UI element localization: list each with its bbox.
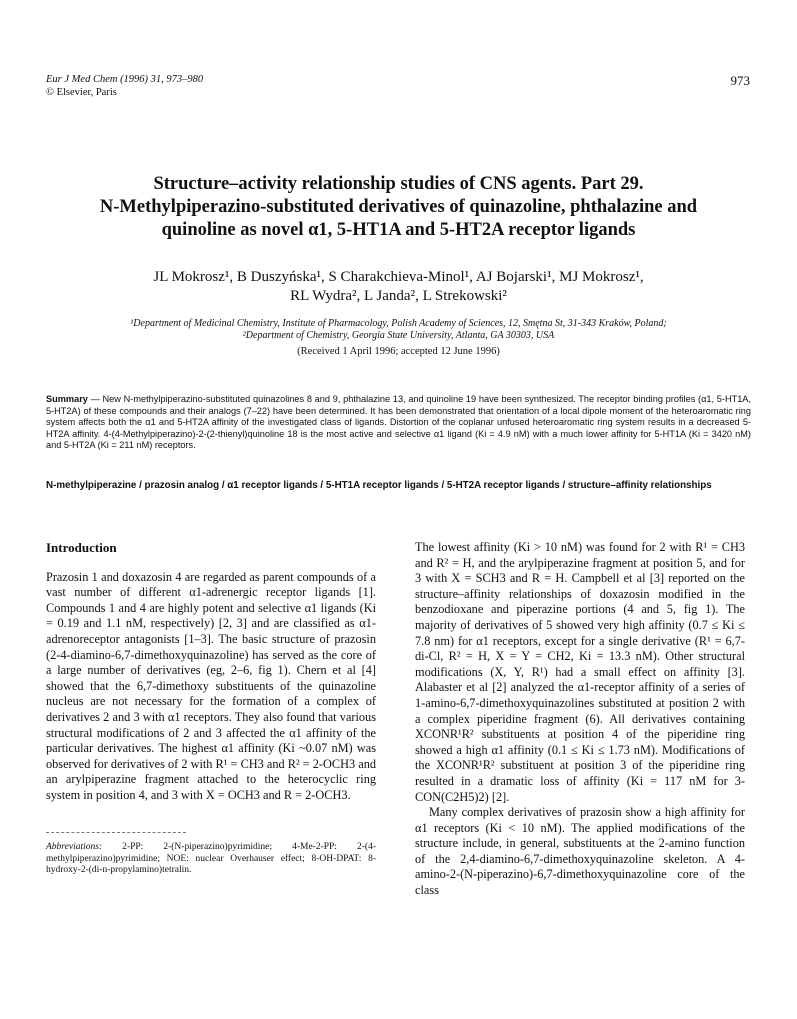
summary-label: Summary: [46, 394, 88, 404]
received-dates: (Received 1 April 1996; accepted 12 June 1996): [297, 346, 500, 357]
journal-citation: [46, 73, 203, 99]
intro-paragraph-3: Many complex derivatives of prazosin show a high affinity for α1 receptors (Ki < 10 nM). The applied modifications of the structure include, in general, substituents at the 2-amino function of the 2,4-diamino-6,7-dimethoxyquinazoline skeleton. A 4-amino-2-(N-piperazino)-6,7-dimethoxyquinazoline core of the class: [415, 805, 745, 898]
journal-name: Eur J Med Chem (1996) 31, 973–980: [46, 74, 204, 85]
summary-text: — New N-methylpiperazino-substituted quinazolines 8 and 9, phthalazine 13, and quinoline 19 have been synthesized. The receptor binding profiles (α1, 5-HT1A, 5-HT2A) of these compounds and their analogs (7–22) have been determined. It has been demonstrated that orientation of a local dipole moment of the heteroaromatic ring system affects both the α1 and 5-HT2A affinity of the investigated class of ligands. Distortion of the coplanar unfused heteroaromatic ring system results in a decreased 5-HT2A affinity. 4-(4-Methylpiperazino)-2-(2-thienyl)quinoline 18 is the most active and selective α1 ligand (Ki = 4.9 nM) with a much lower affinity for 5-HT1A (Ki = 3420 nM) and 5-HT2A (Ki = 211 nM) receptors.: [46, 394, 751, 450]
keywords: N-methylpiperazine / prazosin analog / α1 receptor ligands / 5-HT1A receptor ligands / 5-HT2A receptor ligands / structure–affinity relationships: [46, 480, 712, 491]
intro-paragraph-2: The lowest affinity (Ki > 10 nM) was found for 2 with R¹ = CH3 and R² = H, and the arylpiperazine fragment at position 5, and for 3 with X = SCH3 and R = H. Campbell et al [3] reported on the structure–affinity relationships of doxazosin modified in the benzodioxane and piperazine portions (4 and 5, fig 1). The majority of derivatives of 5 showed very high affinity (0.7 ≤ Ki ≤ 7.8 nm) for α1 receptors, except for a single derivative (R¹ = 6,7-di-Cl, R² = H, X = Y = CH2, Ki = 13.3 nM). Other structural modifications (X, Y, R¹) had a small effect on affinity [3]. Alabaster et al [2] analyzed the α1-receptor affinity of a series of 1-amino-6,7-dimethoxyquinazolines substituted at position 2 with a complex piperidine fragment (6). All derivatives containing XCONR¹R² substituents at position 4 of the piperidine ring showed a high α1 affinity (0.1 ≤ Ki ≤ 1.73 nM). Modifications of the XCONR¹R² substituent at position 3 of the piperidine ring resulted in a dramatic loss of affinity (Ki = 117 nM for 3-CON(C2H5)2) [2].: [415, 540, 745, 804]
authors-line-2: RL Wydra², L Janda², L Strekowski²: [290, 288, 507, 304]
title-line-2: N-Methylpiperazino-substituted derivatives of quinazoline, phthalazine and: [99, 197, 698, 217]
summary: [46, 394, 751, 452]
copyright: © Elsevier, Paris: [46, 87, 117, 98]
abbreviations-label: Abbreviations:: [46, 842, 103, 852]
right-column: [415, 540, 745, 899]
authors: [60, 268, 737, 306]
page-number: 973: [730, 73, 750, 88]
affiliation-2: ²Department of Chemistry, Georgia State University, Atlanta, GA 30303, USA: [242, 330, 555, 341]
abbreviations-text: 2-PP: 2-(N-piperazino)pyrimidine; 4-Me-2-PP: 2-(4-methylpiperazino)pyrimidine; NOE: nuclear Overhauser effect; 8-OH-DPAT: 8-hydroxy-2-(di-n-propylamino)tetralin.: [46, 842, 376, 875]
title-line-3: quinoline as novel α1, 5-HT1A and 5-HT2A receptor ligands: [161, 220, 636, 240]
abbreviations-footnote: [46, 842, 376, 877]
article-title: [60, 173, 737, 242]
affiliations: [40, 318, 757, 342]
affiliation-1: ¹Department of Medicinal Chemistry, Institute of Pharmacology, Polish Academy of Sciences, 12, Smętna St, 31-343 Kraków, Poland;: [130, 318, 667, 329]
authors-line-1: JL Mokrosz¹, B Duszyńska¹, S Charakchieva-Minol¹, AJ Bojarski¹, MJ Mokrosz¹,: [153, 269, 644, 285]
section-heading: Introduction: [46, 540, 117, 555]
intro-paragraph-1: Prazosin 1 and doxazosin 4 are regarded as parent compounds of a vast number of different α1-adrenergic receptor ligands [1]. Compounds 1 and 4 are highly potent and selective α1 ligands (Ki = 0.19 and 1.1 nM, respectively) [2, 3] and are classified as α1-adrenoreceptor antagonists [1–3]. The basic structure of prazosin (2-4-diamino-6,7-dimethoxyquinazoline) has served as the core of a large number of derivatives (eg, 2–6, fig 1). Chern et al [4] showed that the 6,7-dimethoxy substituents of the quinazoline nucleus are not necessary for the formation of a complex of derivatives 2 and 3 with α1 receptors. They also found that various structural modifications of 2 and 3 affected the α1 affinity of the particular derivatives. The highest α1 affinity (Ki ~0.07 nM) was observed for derivatives of 2 with R¹ = CH3 and R² = 2-OCH3 and an arylpiperazine fragment attached to the heterocyclic ring system in position 4, and 3 with X = OCH3 and R = 2-OCH3.: [46, 569, 376, 802]
left-column: [46, 540, 376, 804]
title-line-1: Structure–activity relationship studies of CNS agents. Part 29.: [153, 174, 644, 194]
footnote-rule: [46, 832, 186, 833]
